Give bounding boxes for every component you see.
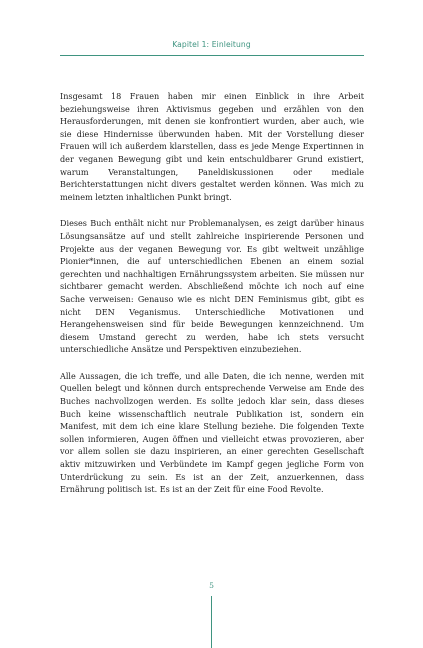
paragraph-2: Dieses Buch enthält nicht nur Problemanalysen, es zeigt darüber hinaus Lösungsansätze auf und stellt zahlreiche inspirierende Personen und Projekte aus der veganen Bewegung vor. Es gibt weltweit unzählige Pionier*innen, die auf unterschiedlichen Ebenen an einem sozial gerechten und nachhaltigen Ernährungssystem arbeiten. Sie müssen nur sichtbarer gemacht werden. Abschließend möchte ich noch auf eine Sache verweisen: Genauso wie es nicht DEN Feminismus gibt, gibt es nicht DEN Veganismus. Unterschiedliche Motivationen und Herangehensweisen sind für beide Bewegungen kennzeichnend. Um diesem Umstand gerecht zu werden, habe ich stets versucht unterschiedliche Ansätze und Perspektiven einzubeziehen. [60,218,364,355]
running-header-chapter-title: Kapitel 1: Einleitung [172,40,251,49]
page-number: 5 [209,581,214,590]
footer-divider [211,596,212,648]
paragraph-1: Insgesamt 18 Frauen haben mir einen Einblick in ihre Arbeit beziehungsweise ihren Aktivismus gegeben und erzählen von den Herausforderungen, mit denen sie konfrontiert wurden, aber auch, wie sie diese Hindernisse überwunden haben. Mit der Vorstellung dieser Frauen will ich außerdem klarstellen, dass es jede Menge Expertinnen in der veganen Bewegung gibt und kein entschuldbarer Grund existiert, warum Veranstaltungen, Paneldiskussionen oder mediale Berichterstattungen nicht divers gestaltet werden können. Was mich zu meinem letzten inhaltlichen Punkt bringt. [60,91,364,202]
paragraph-3: Alle Aussagen, die ich treffe, und alle Daten, die ich nenne, werden mit Quellen belegt und können durch entsprechende Verweise am Ende des Buches nachvollzogen werden. Es sollte jedoch klar sein, dass dieses Buch keine wissenschaftlich neutrale Publikation ist, sondern ein Manifest, mit dem ich eine klare Stellung beziehe. Die folgenden Texte sollen informieren, Augen öffnen und vielleicht etwas provozieren, aber vor allem sollen sie dazu inspirieren, an einer gerechten Gesellschaft aktiv mitzuwirken und Verbündete im Kampf gegen jegliche Form von Unterdrückung zu sein. Es ist an der Zeit, anzuerkennen, dass Ernährung politisch ist. Es ist an der Zeit für eine Food Revolte. [60,370,364,495]
header-divider [60,55,364,56]
body-text [60,90,364,510]
